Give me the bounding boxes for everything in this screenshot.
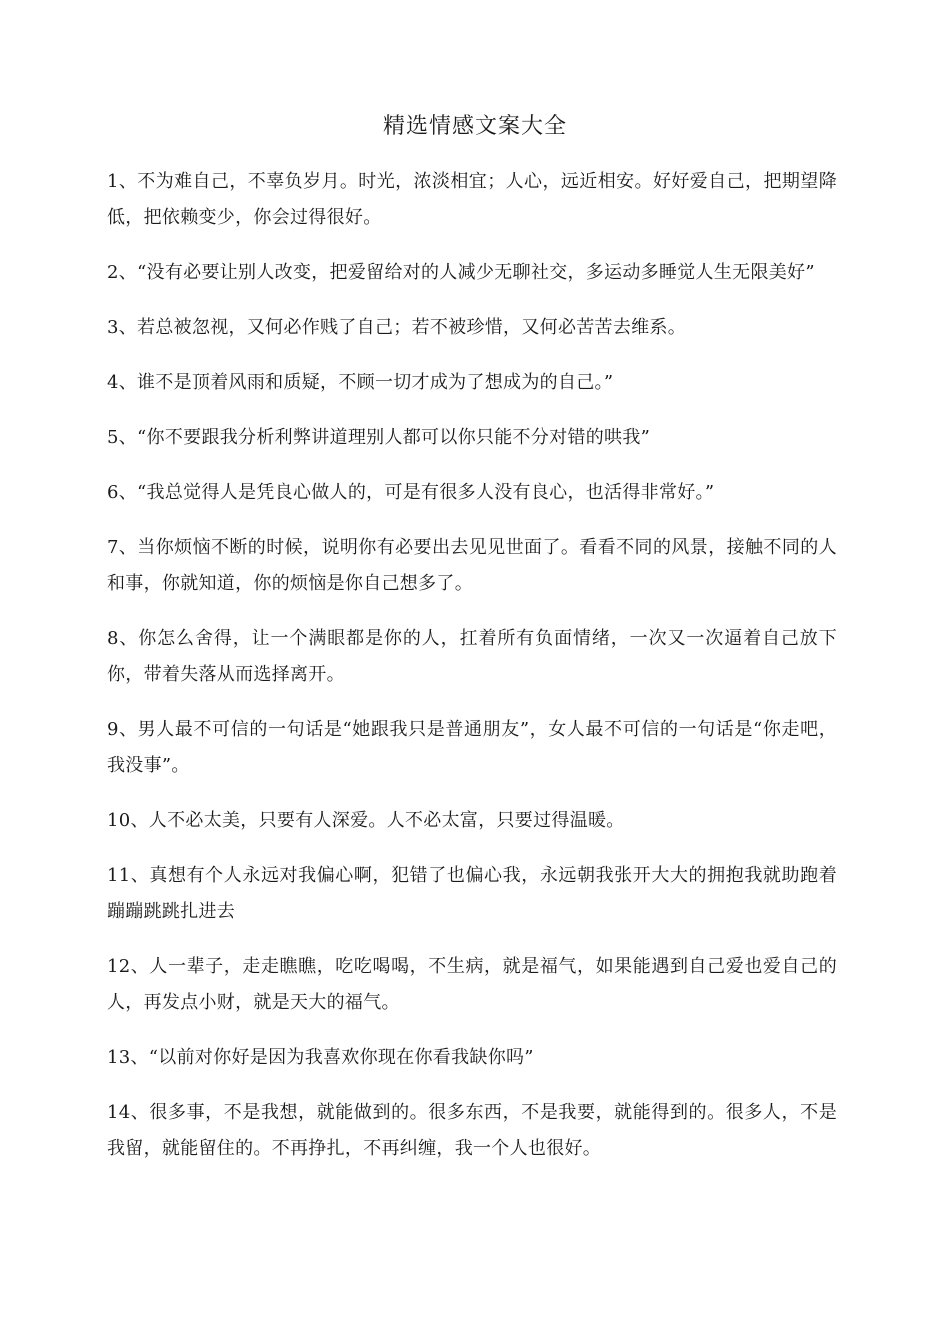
quote-item-13: 13、“以前对你好是因为我喜欢你现在你看我缺你吗” bbox=[107, 1047, 534, 1068]
quote-item-9: 9、男人最不可信的一句话是“她跟我只是普通朋友”，女人最不可信的一句话是“你走吧，我没事”。 bbox=[107, 719, 837, 776]
document-title: 精选情感文案大全 bbox=[382, 114, 567, 139]
quote-list bbox=[107, 164, 837, 1186]
quote-item-10: 10、人不必太美，只要有人深爱。人不必太富，只要过得温暖。 bbox=[107, 810, 625, 831]
quote-item-6: 6、“我总觉得人是凭良心做人的，可是有很多人没有良心，也活得非常好。” bbox=[107, 482, 715, 503]
quote-item-8: 8、你怎么舍得，让一个满眼都是你的人，扛着所有负面情绪，一次又一次逼着自己放下你，带着失落从而选择离开。 bbox=[107, 628, 837, 685]
quote-item-4: 4、谁不是顶着风雨和质疑，不顾一切才成为了想成为的自己。” bbox=[107, 372, 614, 393]
quote-item-7: 7、当你烦恼不断的时候，说明你有必要出去见见世面了。看看不同的风景，接触不同的人和事，你就知道，你的烦恼是你自己想多了。 bbox=[107, 537, 837, 594]
quote-item-3: 3、若总被忽视，又何必作贱了自己；若不被珍惜，又何必苦苦去维系。 bbox=[107, 317, 687, 338]
quote-item-1: 1、不为难自己，不辜负岁月。时光，浓淡相宜；人心，远近相安。好好爱自己，把期望降低，把依赖变少，你会过得很好。 bbox=[107, 171, 837, 228]
quote-item-5: 5、“你不要跟我分析利弊讲道理别人都可以你只能不分对错的哄我” bbox=[107, 427, 651, 448]
quote-item-2: 2、“没有必要让别人改变，把爱留给对的人减少无聊社交，多运动多睡觉人生无限美好” bbox=[107, 262, 815, 283]
quote-item-11: 11、真想有个人永远对我偏心啊，犯错了也偏心我，永远朝我张开大大的拥抱我就助跑着蹦蹦跳跳扎进去 bbox=[107, 865, 837, 922]
quote-item-12: 12、人一辈子，走走瞧瞧，吃吃喝喝，不生病，就是福气，如果能遇到自己爱也爱自己的人，再发点小财，就是天大的福气。 bbox=[107, 956, 837, 1013]
quote-item-14: 14、很多事，不是我想，就能做到的。很多东西，不是我要，就能得到的。很多人，不是我留，就能留住的。不再挣扎，不再纠缠，我一个人也很好。 bbox=[107, 1102, 837, 1159]
